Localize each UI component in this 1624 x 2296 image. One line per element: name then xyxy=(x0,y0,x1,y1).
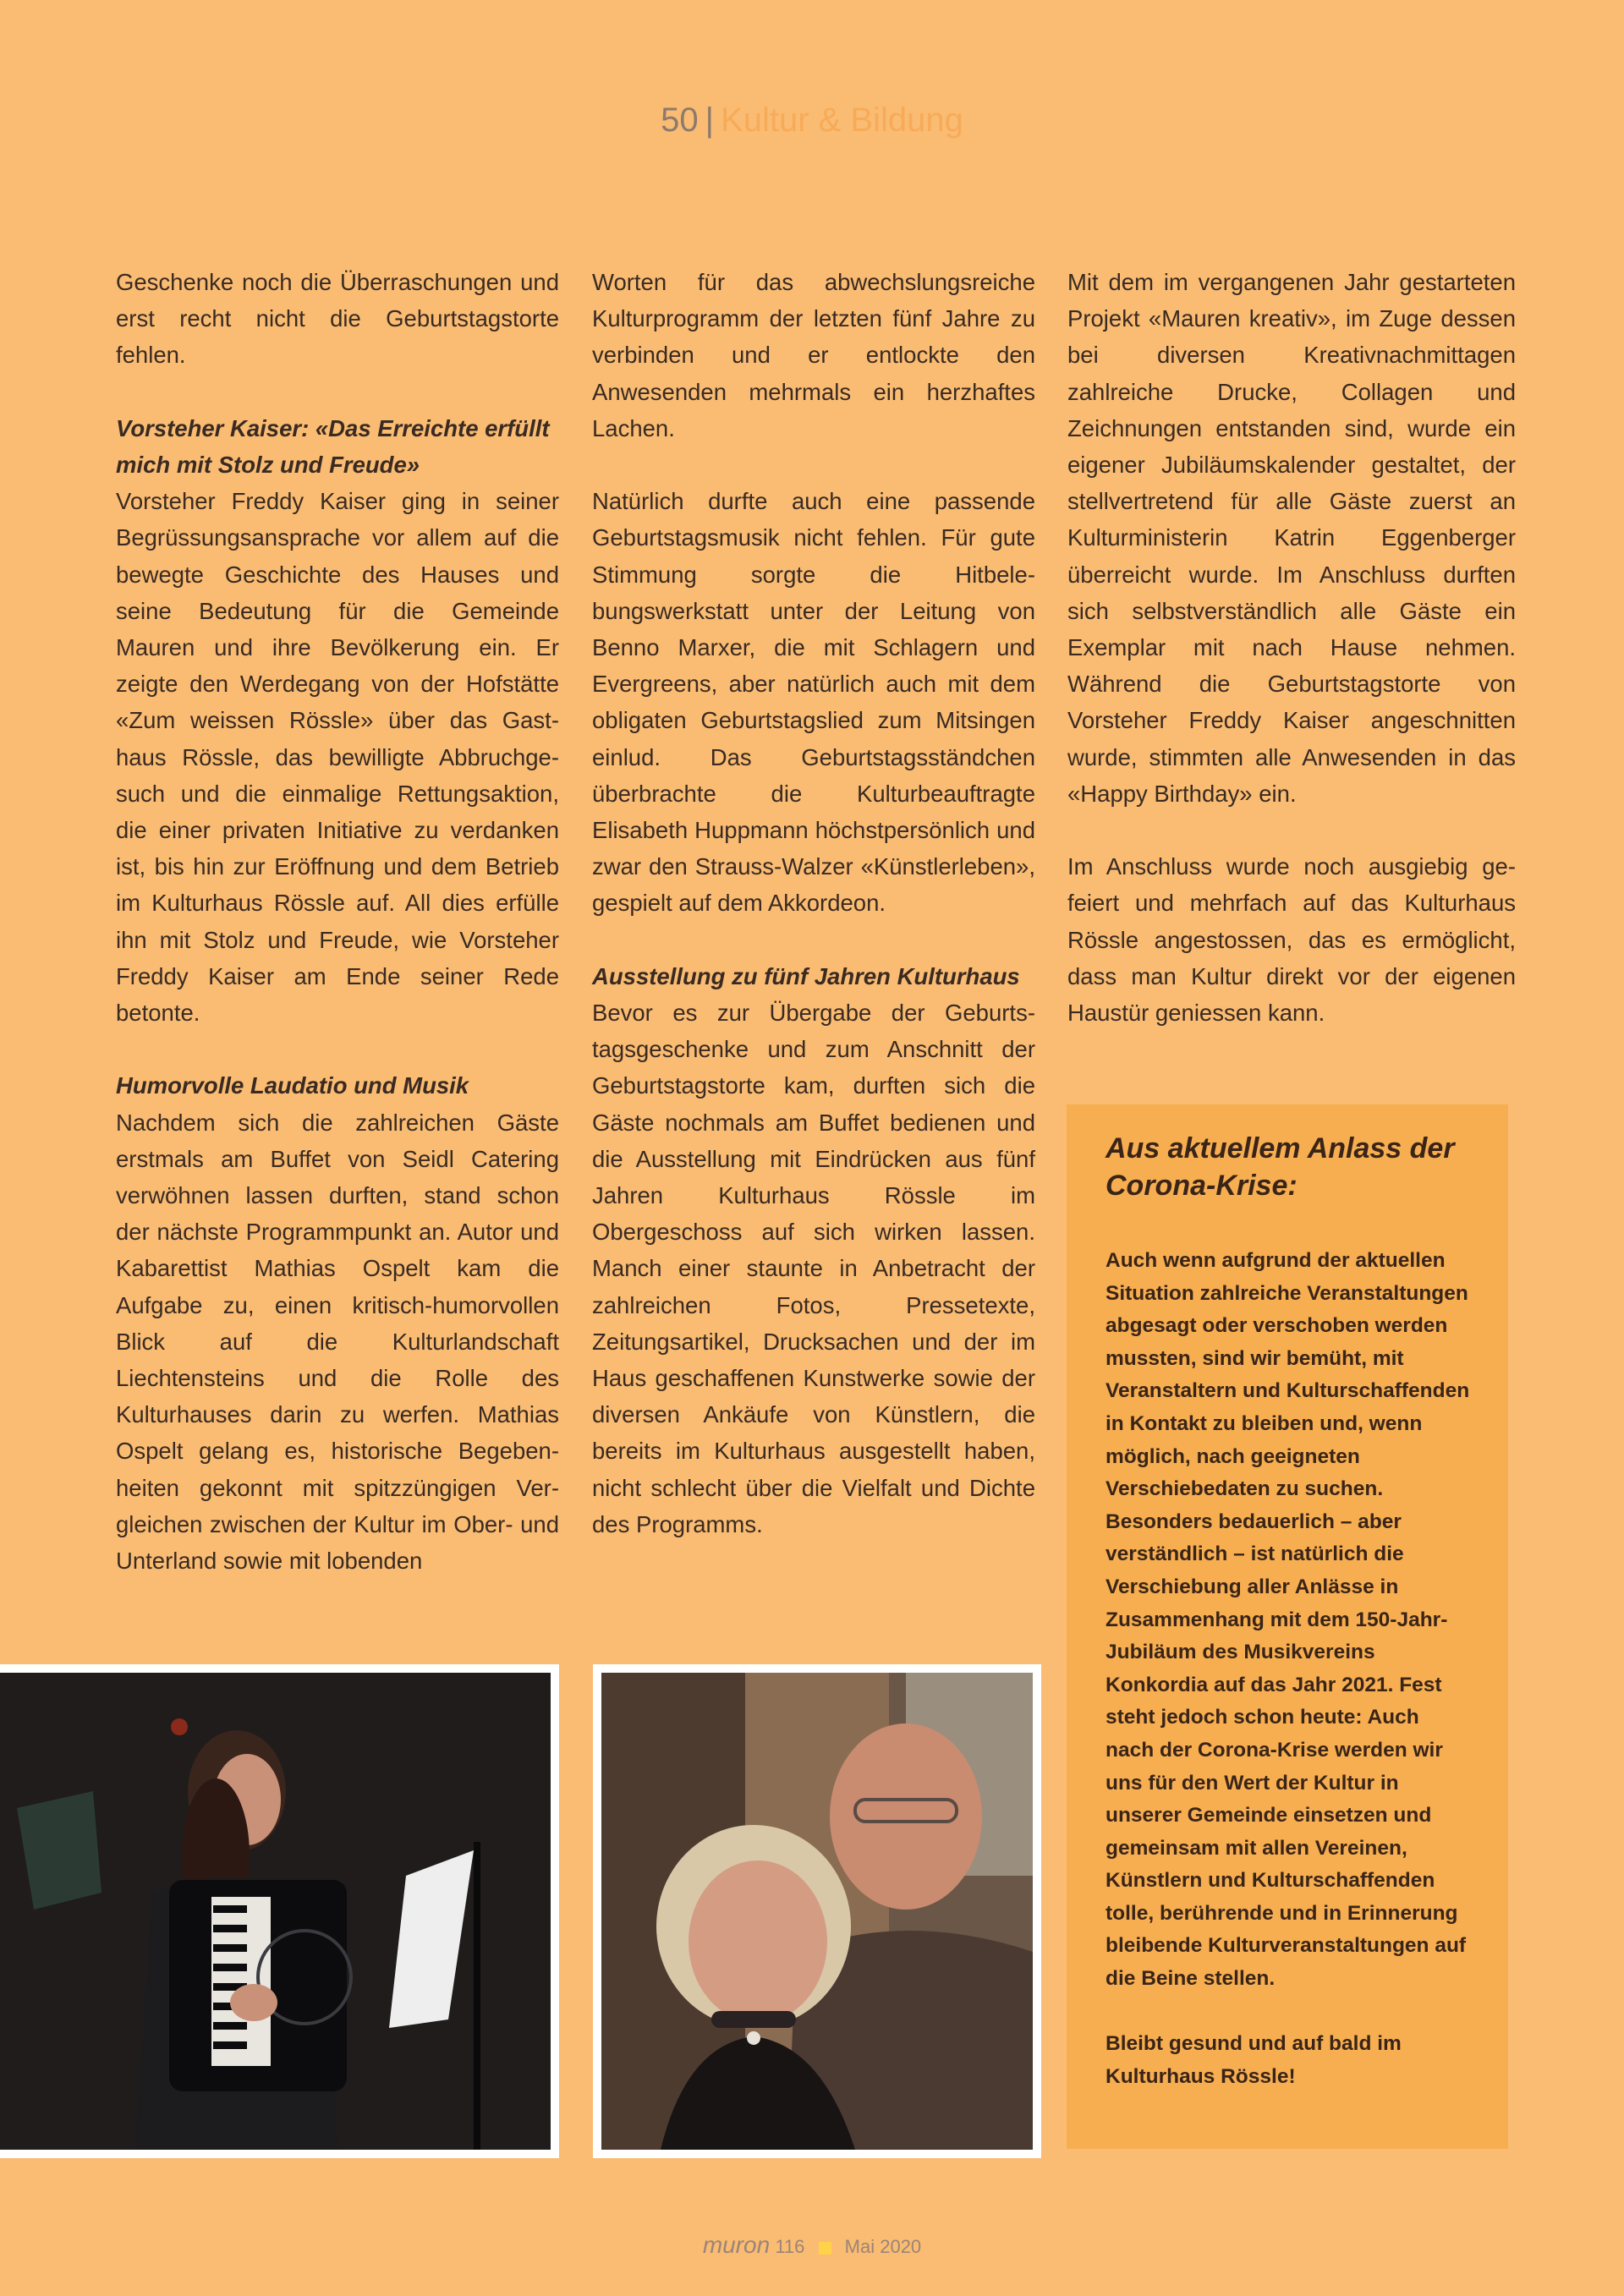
subheading: Humorvolle Laudatio und Musik xyxy=(116,1072,469,1099)
paragraph: Geschenke noch die Überraschungen und erst recht nicht die Geburtstagstorte fehlen. xyxy=(116,269,559,369)
header-separator: | xyxy=(705,101,715,139)
box-title: Aus aktuellem Anlass der Corona-Krise: xyxy=(1106,1132,1455,1202)
accordion-player-photo xyxy=(0,1664,559,2158)
footer-square-icon xyxy=(819,2242,831,2255)
paragraph: Bevor es zur Übergabe der Geburtstagsgeschenke und zum Anschnitt der Geburtstagstorte kam, durften sich die Gäste nochmals am Buffet bedienen und die Ausstellung mit Eindrücken aus fünf Jahren Kulturhaus Rössle im Obergeschoss auf sich wirken lassen. Manch einer staunte in Anbetracht der zahlreichen Fotos, Pressetexte, Zeitungsartikel, Drucksachen und der im Haus geschaffenen Kunstwerke sowie der diversen Ankäufe von Künstlern, die bereits im Kulturhaus ausgestellt haben, nicht schlecht über die Vielfalt und Dichte des Programms. xyxy=(592,1000,1035,1537)
article-column-2 xyxy=(592,264,1035,1543)
corona-info-box xyxy=(1067,1104,1508,2149)
two-people-smiling-photo xyxy=(593,1664,1041,2158)
page-header xyxy=(0,98,1624,142)
paragraph: Mit dem im vergangenen Jahr gestarteten Projekt «Mauren kreativ», im Zuge dessen bei diversen Kreativnachmittagen zahlreiche Drucke, Collagen und Zeichnungen entstanden sind, wurde ein eigener Jubiläumskalender gestaltet, der stellvertretend für alle Gäste zuerst an Kulturministerin Katrin Eggenberger überreicht wurde. Im Anschluss durften sich selbstverständlich alle Gäste ein Exemplar mit nach Hause nehmen. Während die Geburtstagstorte von Vorsteher Freddy Kaiser angeschnitten wurde, stimmten alle Anwesenden in das «Happy Birthday» ein. xyxy=(1067,269,1516,807)
box-text: Auch wenn aufgrund der aktuellen Situation zahlreiche Veranstaltungen abgesagt oder verschoben werden mussten, sind wir bemüht, mit Veranstaltern und Kulturschaffenden in Kontakt zu bleiben und, wenn möglich, nach geeigneten Verschiebedaten zu suchen. Besonders bedauerlich – aber verständlich – ist natürlich die Verschiebung aller Anlässe in Zusammenhang mit dem 150-Jahr-Jubiläum des Musikvereins Konkordia auf das Jahr 2021. Fest steht jedoch schon heute: Auch nach der Corona-Krise werden wir uns für den Wert der Kultur in unserer Gemeinde einsetzen und gemeinsam mit allen Vereinen, Künstlern und Kulturschaffenden tolle, berührende und in Erinnerung bleibende Kulturveranstaltungen auf die Beine stellen. xyxy=(1106,1249,1470,1991)
photo-illustration xyxy=(601,1673,1033,2150)
paragraph: Im Anschluss wurde noch ausgiebig gefeiert und mehrfach auf das Kulturhaus Rössle angestossen, das es ermöglicht, dass man Kultur direkt vor der eigenen Haustür geniessen kann. xyxy=(1067,853,1516,1027)
article-column-1 xyxy=(116,264,559,1579)
paragraph: Natürlich durfte auch eine passende Geburtstagsmusik nicht fehlen. Für gute Stimmung sorgte die Hitbelebungswerkstatt unter der Leitung von Benno Marxer, die mit Schlagern und Evergreens, aber natürlich auch mit dem obligaten Geburtstagslied zum Mitsingen einlud. Das Geburtstagsständchen überbrachte die Kulturbeauftragte Elisabeth Huppmann höchstpersönlich und zwar den Strauss-Walzer «Künstlerleben», gespielt auf dem Akkordeon. xyxy=(592,488,1035,917)
paragraph: Nachdem sich die zahlreichen Gäste erstmals am Buffet von Seidl Catering verwöhnen lassen durften, stand schon der nächste Programmpunkt an. Autor und Kabarettist Mathias Ospelt kam die Aufgabe zu, einen kritisch-humorvollen Blick auf die Kulturlandschaft Liechtensteins und die Rolle des Kulturhauses darin zu werfen. Mathias Ospelt gelang es, historische Begebenheiten gekonnt mit spitzzüngigen Vergleichen zwischen der Kultur im Ober- und Unterland sowie mit lobenden xyxy=(116,1109,559,1575)
paragraph: Worten für das abwechslungsreiche Kulturprogramm der letzten fünf Jahre zu verbinden und er entlockte den Anwesenden mehrmals ein herzhaftes Lachen. xyxy=(592,269,1035,441)
section-title: Kultur & Bildung xyxy=(721,101,963,139)
box-closing: Bleibt gesund und auf bald im Kulturhaus Rössle! xyxy=(1106,2032,1402,2088)
article-column-3 xyxy=(1067,264,1516,1031)
issue-date: Mai 2020 xyxy=(844,2236,922,2257)
magazine-name: muron xyxy=(702,2232,771,2258)
paragraph: Vorsteher Freddy Kaiser ging in seiner Begrüssungsansprache vor allem auf die bewegte Geschichte des Hauses und seine Bedeutung für die Gemeinde Mauren und ihre Bevölkerung ein. Er zeigte den Werdegang von der Hofstätte «Zum weissen Rössle» über das Gasthaus Rössle, das bewilligte Abbruchgesuch und die einmalige Rettungsaktion, die einer privaten Initiative zu verdanken ist, bis hin zur Eröffnung und dem Betrieb im Kulturhaus Rössle auf. All dies erfülle ihn mit Stolz und Freude, wie Vorsteher Freddy Kaiser am Ende seiner Rede betonte. xyxy=(116,488,559,1027)
subheading: Ausstellung zu fünf Jahren Kulturhaus xyxy=(592,962,1020,989)
subheading: Vorsteher Kaiser: «Das Erreichte erfüllt mich mit Stolz und Freude» xyxy=(116,414,550,478)
photo-illustration xyxy=(0,1673,551,2150)
page-number: 50 xyxy=(661,101,699,139)
issue-number: 116 xyxy=(775,2236,805,2257)
page-footer xyxy=(0,2233,1624,2260)
